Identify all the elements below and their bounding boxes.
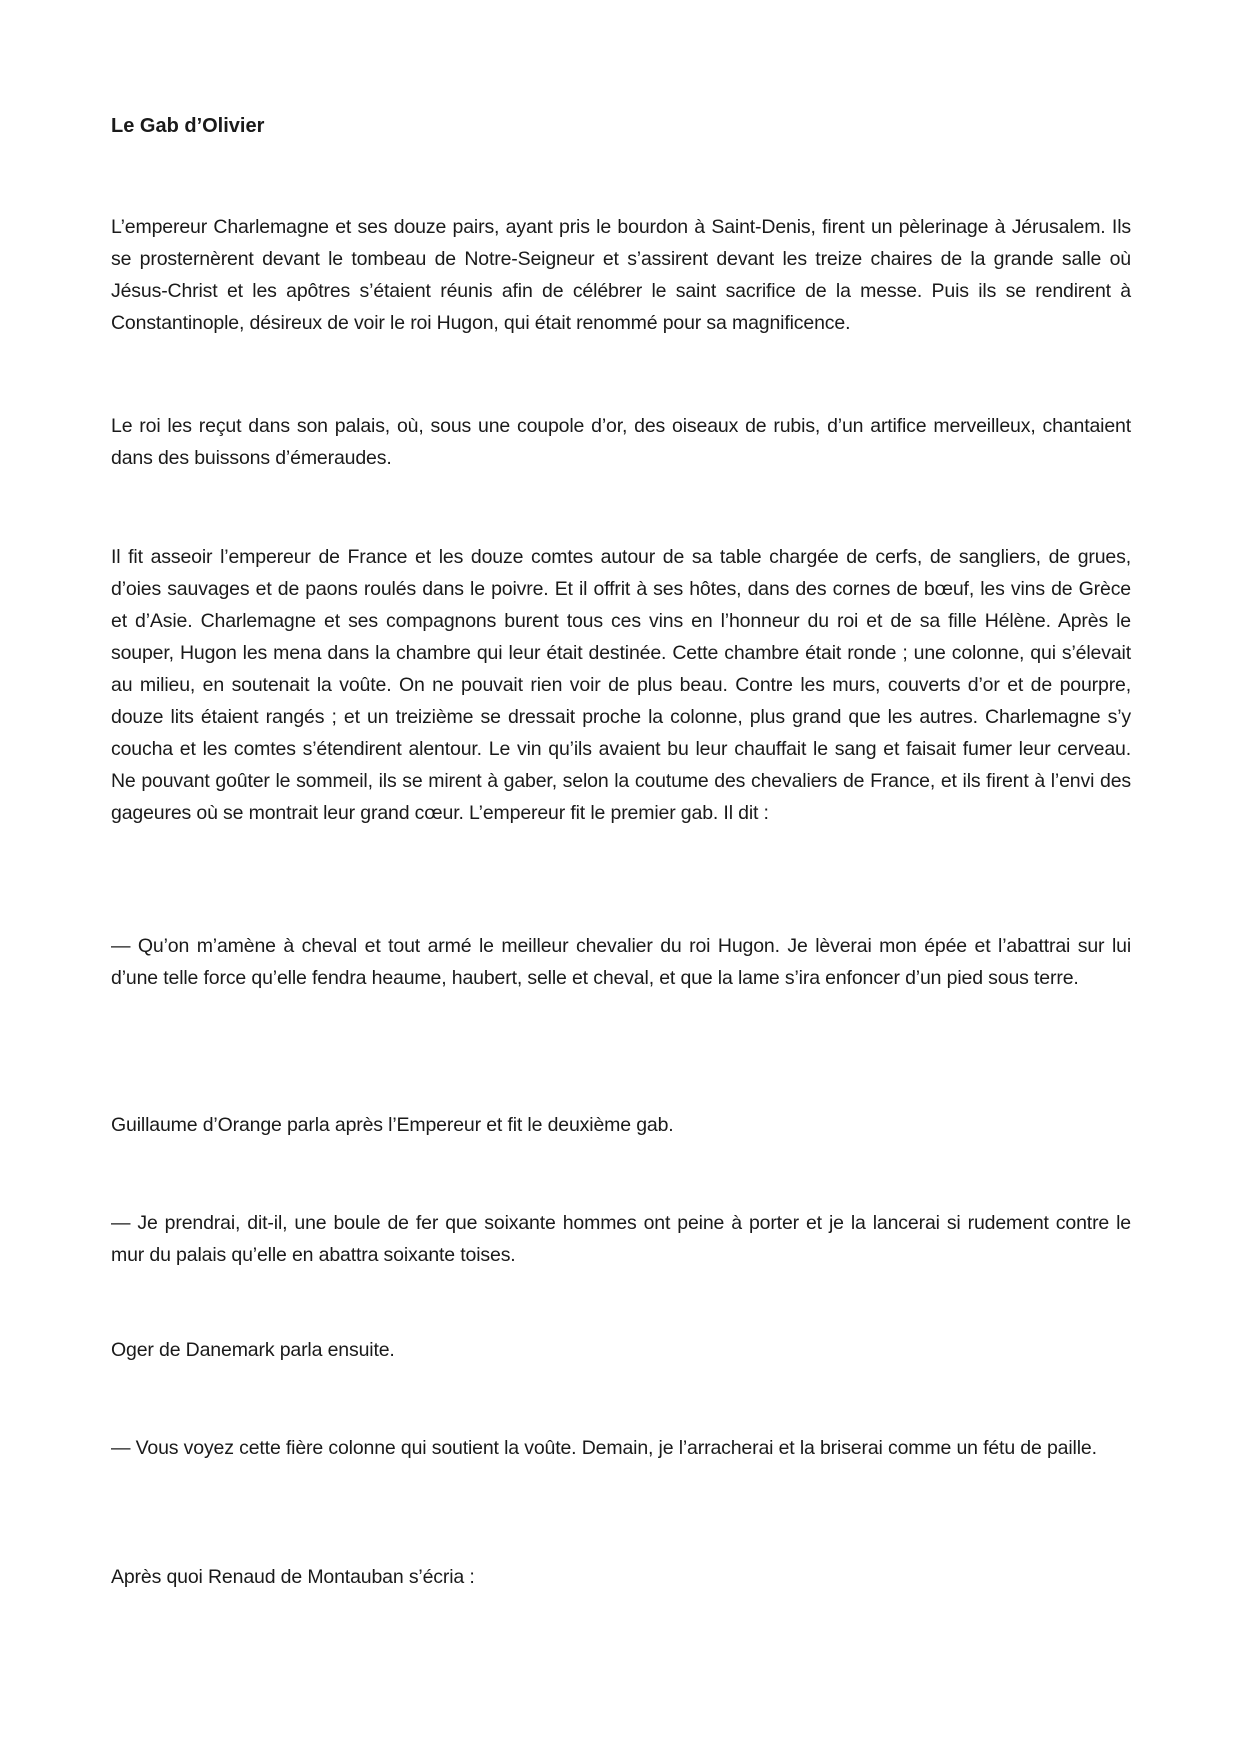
paragraph-oger-gab: — Vous voyez cette fière colonne qui soutient la voûte. Demain, je l’arracherai et la briserai comme un fétu de paille. xyxy=(111,1437,1097,1459)
paragraph-guillaume-gab: — Je prendrai, dit-il, une boule de fer que soixante hommes ont peine à porter et je la lancerai si rudement contre le mur du palais qu’elle en abattra soixante toises. xyxy=(111,1212,1131,1266)
paragraph-pilgrimage: L’empereur Charlemagne et ses douze pairs, ayant pris le bourdon à Saint-Denis, firent un pèlerinage à Jérusalem. Ils se prosternèrent devant le tombeau de Notre-Seigneur et s’assirent devant les treize chaires de la grande salle où Jésus-Christ et les apôtres s’étaient réunis afin de célébrer le saint sacrifice de la messe. Puis ils se rendirent à Constantinople, désireux de voir le roi Hugon, qui était renommé pour sa magnificence. xyxy=(111,216,1131,334)
paragraph-palace: Le roi les reçut dans son palais, où, sous une coupole d’or, des oiseaux de rubis, d’un artifice merveilleux, chantaient dans des buissons d’émeraudes. xyxy=(111,415,1131,469)
paragraph-oger-intro: Oger de Danemark parla ensuite. xyxy=(111,1339,395,1361)
paragraph-emperor-gab: — Qu’on m’amène à cheval et tout armé le meilleur chevalier du roi Hugon. Je lèverai mon épée et l’abattrai sur lui d’une telle force qu’elle fendra heaume, haubert, selle et cheval, et que la lame s’ira enfoncer d’un pied sous terre. xyxy=(111,935,1131,989)
paragraph-guillaume-intro: Guillaume d’Orange parla après l’Empereur et fit le deuxième gab. xyxy=(111,1114,674,1136)
document-title: Le Gab d’Olivier xyxy=(111,115,265,137)
paragraph-feast-and-chamber: Il fit asseoir l’empereur de France et les douze comtes autour de sa table chargée de cerfs, de sangliers, de grues, d’oies sauvages et de paons roulés dans le poivre. Et il offrit à ses hôtes, dans des cornes de bœuf, les vins de Grèce et d’Asie. Charlemagne et ses compagnons burent tous ces vins en l’honneur du roi et de sa fille Hélène. Après le souper, Hugon les mena dans la chambre qui leur était destinée. Cette chambre était ronde ; une colonne, qui s’élevait au milieu, en soutenait la voûte. On ne pouvait rien voir de plus beau. Contre les murs, couverts d’or et de pourpre, douze lits étaient rangés ; et un treizième se dressait proche la colonne, plus grand que les autres. Charlemagne s’y coucha et les comtes s’étendirent alentour. Le vin qu’ils avaient bu leur chauffait le sang et faisait fumer leur cerveau. Ne pouvant goûter le sommeil, ils se mirent à gaber, selon la coutume des chevaliers de France, et ils firent à l’envi des gageures où se montrait leur grand cœur. L’empereur fit le premier gab. Il dit : xyxy=(111,546,1131,824)
paragraph-renaud-intro: Après quoi Renaud de Montauban s’écria : xyxy=(111,1566,475,1588)
